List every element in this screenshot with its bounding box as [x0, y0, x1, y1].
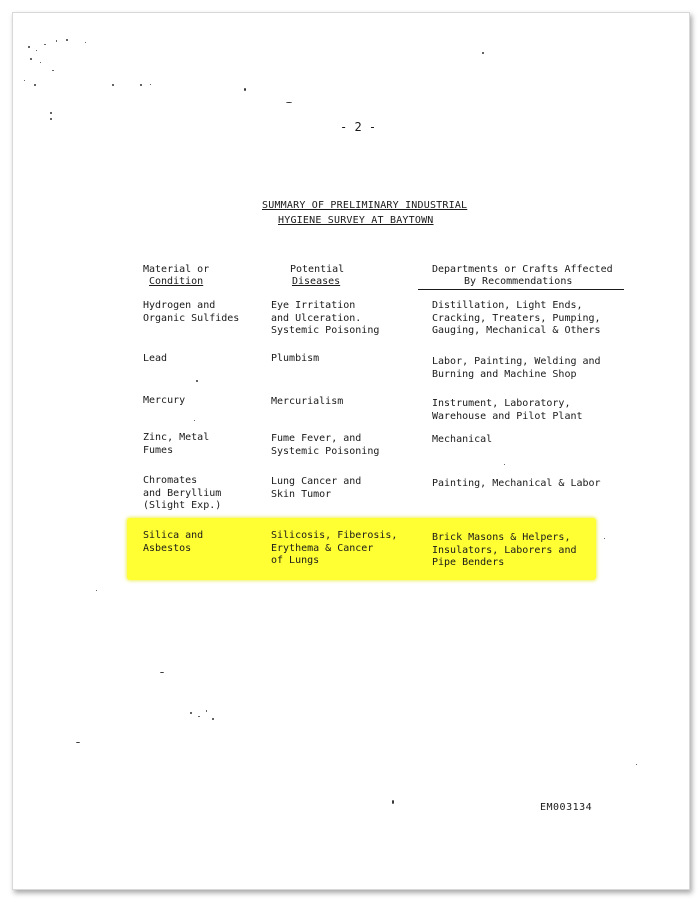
table-cell-material	[143, 395, 185, 408]
cell-line: Fumes	[143, 444, 174, 456]
column-header-departments	[432, 264, 613, 288]
cell-line: and Beryllium	[143, 487, 222, 499]
table-cell-departments	[432, 398, 583, 423]
table-cell-diseases	[271, 396, 343, 409]
cell-line: Fume Fever, and	[271, 433, 362, 444]
cell-line: Chromates	[143, 475, 198, 486]
page-number: - 2 -	[340, 120, 377, 134]
column-header-line: Potential	[290, 264, 345, 275]
table-cell-diseases	[271, 530, 397, 568]
cell-line: Mechanical	[432, 434, 493, 445]
cell-line: of Lungs	[271, 555, 320, 566]
cell-line: Erythema & Cancer	[271, 542, 374, 554]
document-id: EM003134	[540, 802, 593, 813]
cell-line: Painting, Mechanical & Labor	[432, 478, 601, 489]
document-title-line-1: SUMMARY OF PRELIMINARY INDUSTRIAL	[262, 200, 468, 211]
column-header-line: By Recommendations	[464, 276, 573, 287]
cell-line: Asbestos	[143, 542, 192, 554]
cell-line: Silicosis, Fiberosis,	[271, 530, 398, 541]
cell-line: Hydrogen and	[143, 300, 216, 311]
table-cell-diseases	[271, 353, 319, 366]
cell-line: Skin Tumor	[271, 488, 332, 500]
cell-line: Silica and	[143, 530, 204, 541]
table-cell-material	[143, 432, 209, 457]
column-header-line: Diseases	[292, 276, 341, 287]
table-cell-material	[143, 475, 221, 513]
cell-line: Plumbism	[271, 353, 320, 364]
column-header-line: Material or	[143, 264, 210, 275]
cell-line: Mercurialism	[271, 396, 344, 407]
cell-line: Systemic Poisoning	[271, 445, 380, 457]
column-header-line: Departments or Crafts Affected	[432, 264, 613, 275]
table-cell-material	[143, 530, 203, 555]
cell-line: Systemic Poisoning	[271, 325, 380, 336]
column-header-material	[143, 264, 209, 288]
cell-line: Lung Cancer and	[271, 476, 362, 487]
cell-line: Warehouse and Pilot Plant	[432, 410, 583, 422]
table-cell-material	[143, 353, 167, 366]
column-header-diseases	[290, 264, 344, 288]
header-underline	[418, 289, 624, 290]
cell-line: Mercury	[143, 395, 186, 406]
cell-line: Brick Masons & Helpers,	[432, 532, 571, 543]
cell-line: Labor, Painting, Welding and	[432, 356, 601, 367]
cell-line: Zinc, Metal	[143, 432, 210, 443]
cell-line: Insulators, Laborers and	[432, 544, 577, 556]
document-title-line-2: HYGIENE SURVEY AT BAYTOWN	[278, 215, 434, 226]
cell-line: (Slight Exp.)	[143, 500, 222, 511]
column-header-line: Condition	[149, 276, 204, 287]
cell-line: Pipe Benders	[432, 557, 505, 568]
cell-line: Lead	[143, 353, 168, 364]
table-cell-departments	[432, 300, 601, 338]
table-cell-diseases	[271, 433, 379, 458]
table-cell-departments	[432, 434, 492, 447]
cell-line: and Ulceration.	[271, 312, 362, 324]
cell-line: Gauging, Mechanical & Others	[432, 325, 601, 336]
table-cell-departments	[432, 478, 601, 491]
table-cell-material	[143, 300, 239, 325]
cell-line: Eye Irritation	[271, 300, 356, 311]
cell-line: Distillation, Light Ends,	[432, 300, 583, 311]
cell-line: Burning and Machine Shop	[432, 368, 577, 380]
table-cell-departments	[432, 532, 577, 570]
cell-line: Organic Sulfides	[143, 312, 240, 324]
table-cell-diseases	[271, 300, 379, 338]
table-cell-diseases	[271, 476, 361, 501]
cell-line: Cracking, Treaters, Pumping,	[432, 312, 601, 324]
cell-line: Instrument, Laboratory,	[432, 398, 571, 409]
table-cell-departments	[432, 356, 601, 381]
